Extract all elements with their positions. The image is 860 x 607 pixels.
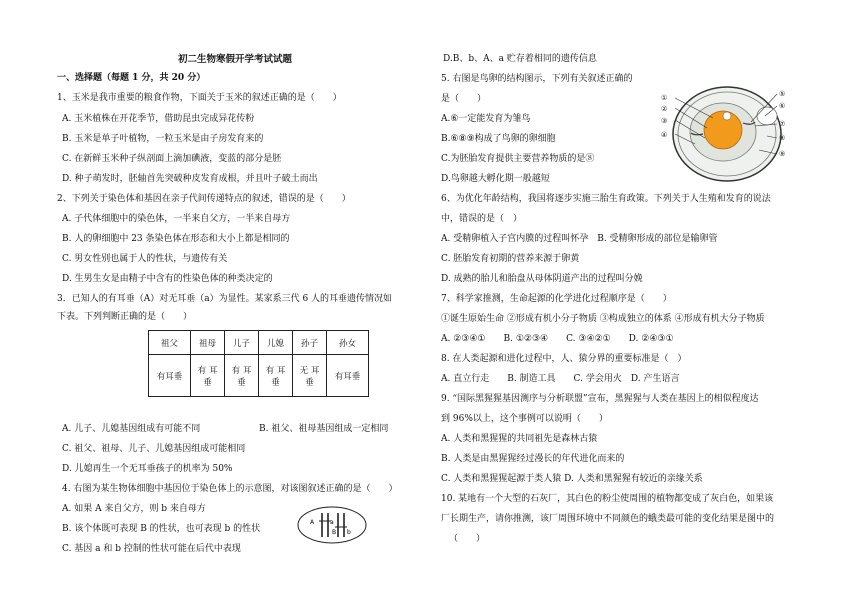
question-9: 9. “国际黑猩猩基因测序与分析联盟”宣布，黑猩猩与人类在基因上的相似程度达 bbox=[441, 394, 759, 404]
question-10-end: （ ） bbox=[449, 534, 486, 544]
table-cell: 有耳垂 bbox=[149, 355, 191, 397]
q6-option-d: D. 成熟的胎儿和胎盘从母体阴道产出的过程叫分娩 bbox=[441, 274, 643, 284]
q1-option-c: C. 在新鲜玉米种子纵剖面上滴加碘液，变蓝的部分是胚 bbox=[62, 154, 282, 164]
table-header-cell: 祖父 bbox=[149, 331, 191, 355]
question-10: 10. 某地有一个大型的石灰厂，其白色的粉尘使周围的植物都变成了灰白色，如果该 bbox=[441, 494, 774, 504]
question-1: 1、玉米是我市重要的粮食作物，下面关于玉米的叙述正确的是（ ） bbox=[57, 93, 342, 103]
egg-label: ④ bbox=[661, 131, 668, 139]
question-3-cont: 下表。下列判断正确的是（ ） bbox=[57, 312, 193, 322]
table-cell: 有 耳垂 bbox=[225, 355, 259, 397]
egg-label: ① bbox=[661, 94, 668, 102]
question-5-cont: 是（ ） bbox=[441, 94, 487, 104]
egg-label: ⑨ bbox=[779, 150, 786, 158]
q4-option-d: D.B、b、A、a 贮存着相同的遗传信息 bbox=[443, 54, 597, 64]
q9-option-b: B. 人类是由黑猩猩经过漫长的年代进化而来的 bbox=[441, 454, 625, 464]
table-header-cell: 孙女 bbox=[327, 331, 369, 355]
q9-option-a: A. 人类和黑猩猩的共同祖先是森林古猿 bbox=[441, 434, 598, 444]
question-6: 6、为优化年龄结构，我国将逐步实施三胎生育政策。下列关于人生殖和发育的说法 bbox=[441, 194, 771, 204]
question-8: 8. 在人类起源和进化过程中，人、猿分界的重要标准是（ ） bbox=[441, 354, 687, 364]
table-cell: 有耳垂 bbox=[327, 355, 369, 397]
q9-option-cd: C. 人类和黑猩猩起源于类人猿 D. 人类和黑猩猩有较近的亲缘关系 bbox=[441, 474, 703, 484]
q2-option-a: A. 子代体细胞中的染色体，一半来自父方，一半来自母方 bbox=[62, 214, 291, 224]
q5-option-b: B.⑥⑧⑨构成了鸟卵的卵细胞 bbox=[441, 134, 556, 144]
q5-option-a: A.⑥一定能发育为雏鸟 bbox=[441, 114, 531, 124]
question-7-items: ①诞生原始生命 ②形成有机小分子物质 ③构成独立的体系 ④形成有机大分子物质 bbox=[441, 314, 765, 324]
q5-option-d: D.鸟卵越大孵化期一般越短 bbox=[441, 174, 550, 184]
q2-option-b: B. 人的卵细胞中 23 条染色体在形态和大小上都是相同的 bbox=[62, 234, 290, 244]
table-header-cell: 儿子 bbox=[225, 331, 259, 355]
q4-option-a: A. 如果 A 来自父方，则 b 来自母方 bbox=[62, 504, 206, 514]
q6-option-c: C. 胚胎发育初期的营养来源于卵黄 bbox=[441, 254, 580, 264]
table-cell: 无 耳垂 bbox=[293, 355, 327, 397]
q1-option-a: A. 玉米植株在开花季节，借助昆虫完成异花传粉 bbox=[62, 114, 255, 124]
question-5: 5. 右图是鸟卵的结构图示，下列有关叙述正确的 bbox=[441, 74, 633, 84]
exam-title: 初二生物寒假开学考试试题 bbox=[178, 54, 293, 65]
question-10-cont: 厂长期生产，请你推测，该厂周围环境中不同颜色的蛾类最可能的变化结果是图中的 bbox=[441, 514, 775, 524]
question-9-cont: 到 96%以上，这个事例可以说明（ ） bbox=[441, 414, 608, 424]
q4-option-c: C. 基因 a 和 b 控制的性状可能在后代中表现 bbox=[62, 544, 241, 554]
q3-option-a: A. 儿子、儿媳基因组成有可能不同 bbox=[62, 424, 201, 434]
question-2: 2、下列关于染色体和基因在亲子代间传递特点的叙述，错误的是（ ） bbox=[57, 194, 351, 204]
gene-label-b: b bbox=[347, 529, 351, 536]
q3-option-d: D. 儿媳再生一个无耳垂孩子的机率为 50% bbox=[62, 464, 233, 474]
gene-label-a: a bbox=[330, 519, 334, 526]
q6-option-ab: A. 受精卵植入子宫内膜的过程叫怀孕 B. 受精卵形成的部位是输卵管 bbox=[441, 234, 718, 244]
question-4: 4. 右图为某生物体细胞中基因位于染色体上的示意图，对该图叙述正确的是（ ） bbox=[62, 484, 398, 494]
bird-egg-figure bbox=[655, 78, 795, 190]
earlobe-table bbox=[148, 330, 369, 397]
gene-label-A: A bbox=[310, 519, 315, 526]
question-6-cont: 中，错误的是（ ） bbox=[441, 214, 523, 224]
q8-options: A. 直立行走 B. 制造工具 C. 学会用火 D. 产生语言 bbox=[441, 374, 680, 384]
egg-label: ⑤ bbox=[779, 90, 786, 98]
table-cell: 有 耳垂 bbox=[191, 355, 225, 397]
egg-label: ③ bbox=[661, 117, 668, 125]
q7-options: A. ②③④① B. ①②③④ C. ③④②① D. ②④③① bbox=[441, 334, 674, 344]
table-cell: 有 耳垂 bbox=[259, 355, 293, 397]
egg-label: ⑦ bbox=[779, 120, 786, 128]
q1-option-b: B. 玉米是单子叶植物，一粒玉米是由子房发育来的 bbox=[62, 134, 264, 144]
table-header-cell: 儿媳 bbox=[259, 331, 293, 355]
section-heading: 一、选择题（每题 1 分，共 20 分） bbox=[57, 73, 206, 83]
question-3: 3．已知人的有耳垂（A）对无耳垂（a）为显性。某家系三代 6 人的耳垂遗传情况如 bbox=[57, 294, 393, 304]
egg-label: ② bbox=[661, 105, 668, 113]
egg-label: ⑧ bbox=[779, 134, 786, 142]
q2-option-c: C. 男女性别也属于人的性状，与遗传有关 bbox=[62, 254, 228, 264]
q3-option-c: C. 祖父、祖母、儿子、儿媳基因组成可能相同 bbox=[62, 444, 246, 454]
table-header-cell: 祖母 bbox=[191, 331, 225, 355]
q1-option-d: D. 种子萌发时，胚轴首先突破种皮发育成根，并且叶子破土而出 bbox=[62, 174, 318, 184]
chromosome-figure bbox=[296, 505, 368, 545]
table-header-cell: 孙子 bbox=[293, 331, 327, 355]
question-7: 7、科学家推测，生命起源的化学进化过程顺序是（ ） bbox=[441, 294, 672, 304]
q4-option-b: B. 该个体既可表现 B 的性状，也可表现 b 的性状 bbox=[62, 524, 261, 534]
q2-option-d: D. 生男生女是由精子中含有的性染色体的种类决定的 bbox=[62, 274, 273, 284]
egg-label: ⑥ bbox=[779, 102, 786, 110]
gene-label-B: B bbox=[332, 529, 337, 536]
q3-option-b: B. 祖父、祖母基因组成一定相同 bbox=[259, 424, 389, 434]
q5-option-c: C.为胚胎发育提供主要营养物质的是⑧ bbox=[441, 154, 595, 164]
